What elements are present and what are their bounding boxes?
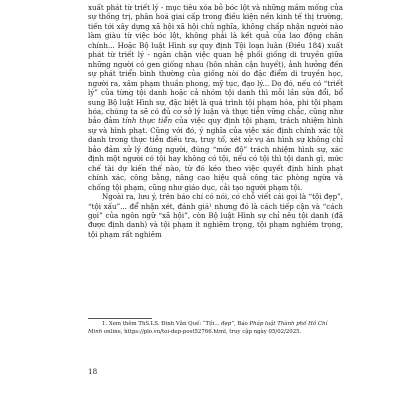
footnote-text: 1. Xem thêm ThS.LS. Đinh Văn Quế: [102,321,202,327]
footnote-newspaper-name: Pháp luật Thành phố Hồ Chí Minh [88,321,328,335]
footnote-mid: , Báo [233,321,248,327]
paragraph-2-tail: ... để nhận xét, đánh giá¹ nhưng đó là cách tiếp cận và “cách gọi” của ngôn ngữ “xã hội”, còn Bộ luật Hình sự chỉ nêu tội danh (đã được định danh) và tội phạm ít nghiêm trọng, tội phạm nghiêm trọng, tội phạm rất nghiêm [88,201,343,239]
paragraph-2-text: Ngoài ra, lưu ý, trên báo chí có nói, có chỗ viết cái gọi là “tội đẹp”, “tội xấu” [88,192,343,211]
footnote-article-title: “Tội... đẹp” [202,321,234,327]
paragraph-1-tail: của việc quy định tội phạm, trách nhiệm hình sự và hình phạt. Cũng với đó, ý nghĩa của việc xác định chính xác tội danh trong thực tiễn điều tra, truy tố, xét xử vụ án hình sự không chỉ bảo đảm xử lý đúng người, đúng “mức độ” trách nhiệm hình sự, xác định một người có tội hay không có tội, nếu có tội thì tội danh gì, mức chế tài dự kiến thế nào, từ đó kéo theo việc quyết định hình phạt chính xác, công bằng, nâng cao hiệu quả công tác phòng ngừa và chống tội phạm, cũng như giáo dục, cải tạo người phạm tội. [88,116,344,192]
footnote-tail: online, https://plo.vn/toi-dep-post52766.html, truy cập ngày 05/02/2025. [103,328,302,335]
body-text [88,3,343,239]
footnote-divider [88,318,152,319]
paragraph-1-emphasis: tính thực tiễn [122,116,173,126]
paragraph-1-text: xuất phát từ triết lý - mục tiêu xóa bỏ bóc lột và những mầm mống của sự thống trị, phân hoá giai cấp trong điều kiện nền kinh tế thị trường, tiến tới xây dựng xã hội xã hội chủ nghĩa, không chấp nhận người nào làm giàu từ việc bóc lột, không phải là kết quả của lao động chân chính... Hoặc Bộ luật Hình sự quy định Tội loạn luân (Điều 184) xuất phát từ triết lý - ngăn chặn việc quan hệ phối giống di truyền giữa những người có gen giống nhau (hôn nhân cận huyết), ảnh hưởng đến sự phát triển bình thường của giống nòi do đặc điểm di truyền học, người ra, xâm phạm thuần phong, mỹ tục, đạo lý... Do đó, nếu có “triết lý” của từng tội danh hoặc cả nhóm tội danh thì mỗi lần sửa đổi, bổ sung Bộ luật Hình sự, đặc biệt là quá trình tội phạm hóa, phi tội phạm hóa, chúng ta sẽ có đủ cơ sở lý luận và thực tiễn vững chắc, cũng như bảo đảm [88,3,343,126]
paragraph-2 [88,192,343,239]
paragraph-1 [88,3,343,192]
footnote [88,321,343,336]
page-number: 18 [88,367,98,376]
